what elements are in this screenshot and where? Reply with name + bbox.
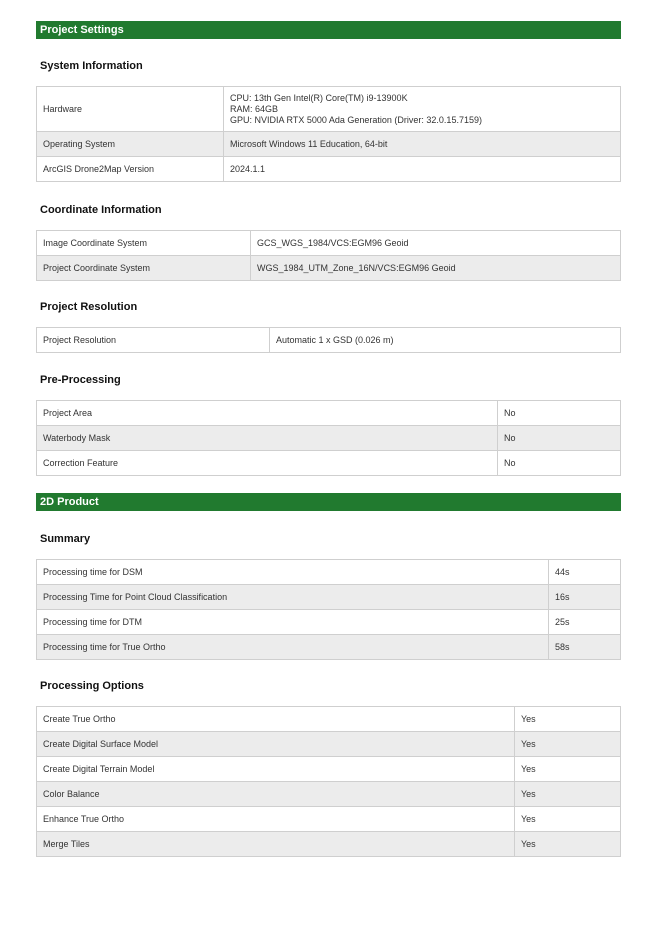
table-cell-label: Processing Time for Point Cloud Classification [37, 585, 549, 610]
table-cell-label: Color Balance [37, 782, 515, 807]
table-cell-value: Yes [515, 807, 621, 832]
table-row [37, 807, 621, 832]
table-cell-label: Image Coordinate System [37, 231, 251, 256]
table-row [37, 832, 621, 857]
table-row [37, 132, 621, 157]
table-row [37, 231, 621, 256]
table-cell-value: Yes [515, 707, 621, 732]
project-resolution-table [36, 327, 621, 353]
table-cell-value: Yes [515, 782, 621, 807]
table-row [37, 256, 621, 281]
table-cell-label: ArcGIS Drone2Map Version [37, 157, 224, 182]
table-cell-value: 44s [549, 560, 621, 585]
table-row [37, 757, 621, 782]
table-cell-value: 16s [549, 585, 621, 610]
heading-system-information: System Information [40, 60, 143, 72]
table-cell-value: Microsoft Windows 11 Education, 64-bit [224, 132, 621, 157]
section-bar-2d-product: 2D Product [36, 493, 621, 511]
table-cell-value [224, 87, 621, 132]
table-row [37, 328, 621, 353]
table-cell-value: Yes [515, 832, 621, 857]
heading-coordinate-information: Coordinate Information [40, 204, 162, 216]
table-row [37, 157, 621, 182]
section-bar-project-settings: Project Settings [36, 21, 621, 39]
pre-processing-table [36, 400, 621, 476]
table-row [37, 732, 621, 757]
hardware-cpu: CPU: 13th Gen Intel(R) Core(TM) i9-13900K [230, 92, 408, 103]
table-row [37, 401, 621, 426]
table-cell-label: Correction Feature [37, 451, 498, 476]
table-cell-label: Create True Ortho [37, 707, 515, 732]
table-cell-value: No [498, 426, 621, 451]
table-cell-label: Processing time for DSM [37, 560, 549, 585]
table-row [37, 782, 621, 807]
table-row [37, 87, 621, 132]
table-cell-value: 25s [549, 610, 621, 635]
processing-options-table [36, 706, 621, 857]
table-cell-label: Enhance True Ortho [37, 807, 515, 832]
table-cell-label: Operating System [37, 132, 224, 157]
table-cell-value: No [498, 451, 621, 476]
heading-pre-processing: Pre-Processing [40, 374, 121, 386]
table-cell-value: Automatic 1 x GSD (0.026 m) [270, 328, 621, 353]
table-row [37, 560, 621, 585]
table-row [37, 451, 621, 476]
table-cell-label: Merge Tiles [37, 832, 515, 857]
table-cell-label: Project Area [37, 401, 498, 426]
table-cell-label: Hardware [37, 87, 224, 132]
table-cell-value: Yes [515, 757, 621, 782]
summary-table [36, 559, 621, 660]
table-cell-value: Yes [515, 732, 621, 757]
table-row [37, 707, 621, 732]
table-cell-label: Waterbody Mask [37, 426, 498, 451]
table-row [37, 635, 621, 660]
table-cell-label: Create Digital Surface Model [37, 732, 515, 757]
table-row [37, 426, 621, 451]
table-cell-value: No [498, 401, 621, 426]
table-cell-value: GCS_WGS_1984/VCS:EGM96 Geoid [251, 231, 621, 256]
table-cell-value: 58s [549, 635, 621, 660]
system-information-table [36, 86, 621, 182]
hardware-ram: RAM: 64GB [230, 103, 279, 114]
coordinate-information-table [36, 230, 621, 281]
table-cell-label: Processing time for True Ortho [37, 635, 549, 660]
heading-processing-options: Processing Options [40, 680, 144, 692]
table-cell-value: 2024.1.1 [224, 157, 621, 182]
table-row [37, 610, 621, 635]
heading-summary: Summary [40, 533, 91, 545]
heading-project-resolution: Project Resolution [40, 301, 138, 313]
table-cell-value: WGS_1984_UTM_Zone_16N/VCS:EGM96 Geoid [251, 256, 621, 281]
table-cell-label: Create Digital Terrain Model [37, 757, 515, 782]
table-cell-label: Processing time for DTM [37, 610, 549, 635]
table-cell-label: Project Coordinate System [37, 256, 251, 281]
table-row [37, 585, 621, 610]
table-cell-label: Project Resolution [37, 328, 270, 353]
hardware-gpu: GPU: NVIDIA RTX 5000 Ada Generation (Driver: 32.0.15.7159) [230, 114, 482, 125]
